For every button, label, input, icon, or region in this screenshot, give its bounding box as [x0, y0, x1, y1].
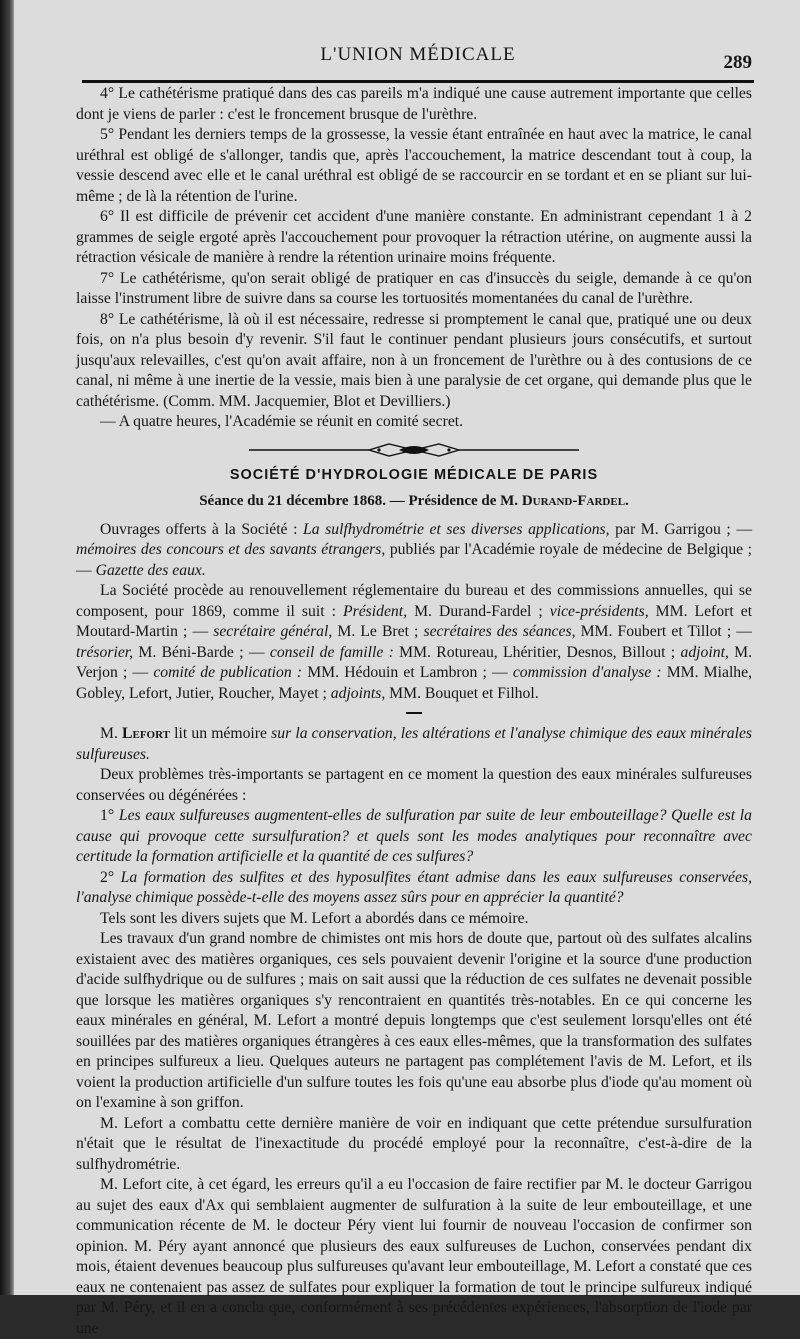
role-label: adjoints,: [330, 684, 386, 702]
work-title: mémoires des concours et des savants étrangers,: [76, 541, 386, 558]
role-label: comité de publication :: [153, 664, 303, 681]
session-line: [76, 491, 752, 512]
paragraph-5: 5° Pendant les derniers temps de la grossesse, la vessie étant entraînée en haut avec la matrice, le canal uréthral est obligé de s'allonger, tandis que, après l'accouchement, la matrice descendant tout à coup, la vessie descend avec elle et le canal uréthral est obligé de se raccourcir en se tordant et en se pliant sur lui-même ; de là la rétention de l'urine.: [76, 126, 752, 205]
question-1: 1° Les eaux sulfureuses augmentent-elles de sulfuration par suite de leur embouteillage? Quelle est la cause qui provoque cette sursulfuration? et quels sont les modes analytiques pour reconnaître avec certitude la formation artificielle et la quantité de ces sulfures?: [76, 807, 753, 865]
role-label: secrétaire général,: [213, 623, 333, 640]
paragraph-lefort-memoir: M. Lefort lit un mémoire sur la conservation, les altérations et l'analyse chimique des eaux minérales sulfureuses.: [76, 725, 753, 763]
paragraph-8: 8° Le cathétérisme, là où il est nécessaire, redresse si promptement le canal que, pratiqué une ou deux fois, on n'a plus besoin d'y revenir. S'il faut le continuer pendant plusieurs jours consécutifs, et surtout jusqu'aux relevailles, c'est qu'on avait affaire, non à un froncement de l'urèthre ou à des contusions de ce canal, ni même à une inertie de la vessie, mais bien à une paralysie de cet organe, qui demande plus que le cathétérisme. (Comm. MM. Jacquemier, Blot et Devilliers.): [76, 310, 752, 410]
memoir-title: sur la conservation, les altérations et l'analyse chimique des eaux minérales sulfureuses.: [76, 725, 753, 763]
running-title: L'UNION MÉDICALE: [320, 44, 516, 65]
paragraph-7: 7° Le cathétérisme, qu'on serait obligé de pratiquer en cas d'insuccès du seigle, demande à ce qu'on laisse l'instrument libre de suivre dans sa course les tortuosités momentanées du canal de l'urèthre.: [76, 269, 752, 307]
section-title: SOCIÉTÉ D'HYDROLOGIE MÉDICALE DE PARIS: [229, 466, 599, 483]
question-2: 2° La formation des sulfites et des hyposulfites étant admise dans les eaux sulfureuses conservées, l'analyse chimique possède-t-elle des moyens assez sûrs pour en apprécier la quantité?: [76, 868, 752, 906]
article-body: [76, 84, 752, 1339]
page-header: [84, 44, 752, 78]
work-title: La sulfhydrométrie et ses diverses applications,: [303, 520, 610, 538]
paragraph-chemists: Les travaux d'un grand nombre de chimistes ont mis hors de doute que, partout où des sulfates alcalins existaient avec des matières organiques, ces sels pouvaient devenir l'origine et la source d'une production d'acide sulfhydrique ou de sulfures ; mais on sait aussi que la réduction de ces sulfates ne devenait possible que lorsque les matières organiques s'y rencontraient en quantités très-notables. En ce qui concerne les eaux minérales en général, M. Lefort a montré depuis longtemps que c'est seulement lorsqu'elles ont été souillées par des matières organiques étrangères à ces eaux elles-mêmes, que la transformation des sulfates en principes sulfureux a lieu. Quelques auteurs ne partagent pas complétement l'avis de M. Lefort, et ils voient la production artificielle d'un sulfure toutes les fois qu'une eau absorbe plus d'iode qu'au moment où on l'examine à son griffon.: [76, 930, 752, 1111]
page-number: 289: [723, 52, 752, 73]
paragraph-closing: — A quatre heures, l'Académie se réunit en comité secret.: [100, 413, 464, 430]
short-rule: [406, 712, 422, 714]
paragraph-6: 6° Il est difficile de prévenir cet accident d'une manière constante. En administrant cependant 1 à 2 grammes de seigle ergoté après l'accouchement pour provoquer la rétraction utérine, on augmente aussi la rétraction vésicale de manière à rendre la rétention urinaire moins fréquente.: [76, 208, 752, 266]
role-label: adjoint,: [680, 643, 729, 661]
paragraph-4: 4° Le cathétérisme pratiqué dans des cas pareils m'a indiqué une cause autrement importante que celles dont je viens de parler : c'est le froncement brusque de l'urèthre.: [76, 85, 752, 123]
author-name: Lefort: [122, 725, 171, 742]
ornament-icon: [249, 440, 579, 460]
journal-page: [14, 0, 800, 1337]
page-edge-shadow: [0, 0, 14, 1295]
paragraph-cites: M. Lefort cite, à cet égard, les erreurs qu'il a eu l'occasion de faire rectifier par M. le docteur Garrigou au sujet des eaux d'Ax qui semblaient augmenter de sulfuration à la suite de leur embouteillage, et une communication récente de M. le docteur Péry vient lui fournir de nouveau l'occasion de confirmer son opinion. M. Péry ayant annoncé que plusieurs des eaux sulfureuses de Luchon, conservées pendant dix mois, étaient devenues beaucoup plus sulfureuses qu'avant leur embouteillage, M. Lefort a constaté que ces eaux ne contenaient pas assez de sulfates pour expliquer la formation de tout le principe sulfureux indiqué par M. Péry, et il en a conclu que, conformément à ses précédentes expériences, l'absorption de l'iode par une: [76, 1176, 752, 1337]
header-rule: [82, 80, 754, 83]
ornamental-divider: [76, 439, 752, 461]
paragraph-combated: M. Lefort a combattu cette dernière manière de voir en indiquant que cette prétendue sursulfuration n'était que le résultat de l'inexactitude du procédé employé pour la reconnaître, c'est-à-dire de la sulfhydrométrie.: [76, 1114, 752, 1173]
work-title: Gazette des eaux.: [95, 561, 206, 579]
role-label: Président,: [343, 602, 408, 620]
role-label: conseil de famille :: [269, 643, 394, 661]
session-president: Durand-Fardel.: [521, 493, 629, 509]
session-date: Séance du 21 décembre 1868. — Présidence de M.: [199, 493, 519, 509]
role-label: commission d'analyse :: [512, 664, 662, 681]
paragraph-works-offered: Ouvrages offerts à la Société : La sulfhydrométrie et ses diverses applications, par M. Garrigou ; — mémoires des concours et des savants étrangers, publiés par l'Académie royale de médecine de Belgique ; — Gazette des eaux.: [76, 520, 753, 579]
role-label: trésorier,: [76, 643, 134, 661]
paragraph-two-problems: Deux problèmes très-importants se partagent en ce moment la question des eaux minérales sulfureuses conservées ou dégénérées :: [76, 766, 752, 804]
paragraph-subjects: Tels sont les divers sujets que M. Lefort a abordés dans ce mémoire.: [100, 909, 529, 927]
role-label: secrétaires des séances,: [423, 623, 576, 640]
role-label: vice-présidents,: [549, 602, 649, 620]
paragraph-bureau: La Société procède au renouvellement réglementaire du bureau et des commissions annuelles, qui se composent, pour 1869, comme il suit : Président, M. Durand-Fardel ; vice-présidents, MM. Lefort et Moutard-Martin ; — secrétaire général, M. Le Bret ; secrétaires des séances, MM. Foubert et Tillot ; — trésorier, M. Béni-Barde ; — conseil de famille : MM. Rotureau, Lhéritier, Desnos, Billout ; adjoint, M. Verjon ; — comité de publication : MM. Hédouin et Lambron ; — commission d'analyse : MM. Mialhe, Gobley, Lefort, Jutier, Roucher, Mayet ; adjoints, MM. Bouquet et Filhol.: [76, 582, 753, 702]
